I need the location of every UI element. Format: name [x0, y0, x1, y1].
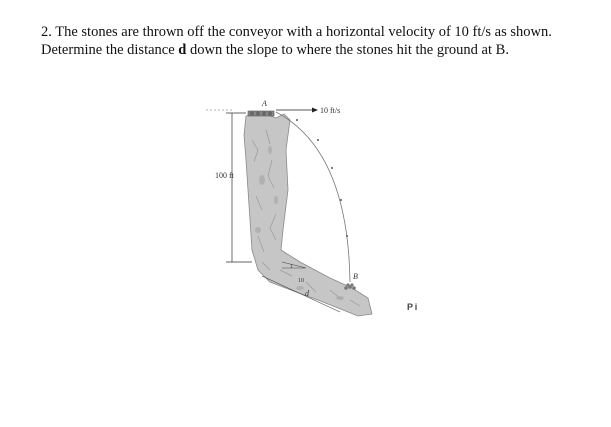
problem-line-2-start: Determine the distance: [41, 42, 179, 58]
conveyor: [248, 111, 274, 116]
page-mark: P i: [407, 302, 418, 312]
label-velocity: 10 ft/s: [320, 106, 341, 115]
velocity-arrow: [276, 108, 318, 113]
problem-line-2-end: down the slope to where the stones hit the ground at B.: [186, 42, 509, 58]
label-height: 100 ft: [215, 171, 234, 180]
label-b: B: [353, 272, 358, 281]
trajectory-dots: [296, 119, 348, 237]
label-d: d: [305, 289, 309, 298]
slope-run-label: 10: [298, 278, 304, 284]
problem-line-1: 2. The stones are thrown off the conveyor with a horizontal velocity of 10 ft/s as shown.: [41, 24, 552, 40]
slope-rise-label: 1: [290, 264, 293, 270]
label-a: A: [262, 99, 267, 108]
distance-variable: d: [178, 42, 187, 58]
